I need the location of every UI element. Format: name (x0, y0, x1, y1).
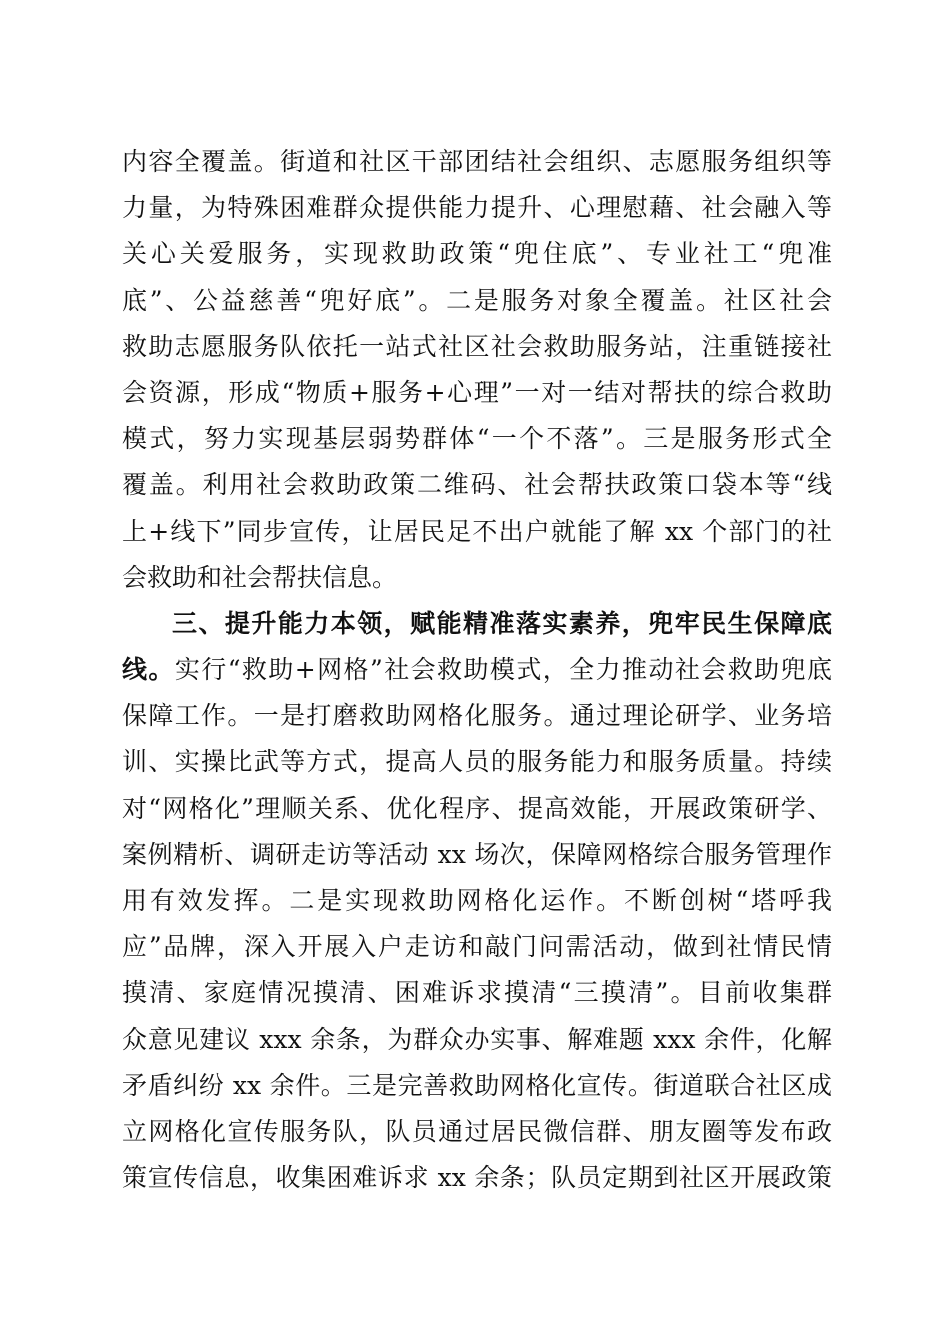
text-line: 矛盾纠纷 xx 余件。三是完善救助网格化宣传。街道联合社区成 (122, 1070, 832, 1100)
text-line: 众意见建议 xxx 余条，为群众办实事、解难题 xxx 余件，化解 (122, 1024, 832, 1054)
text-line: 策宣传信息，收集困难诉求 xx 余条；队员定期到社区开展政策 (122, 1163, 832, 1193)
text-line: 上+线下”同步宣传，让居民足不出户就能了解 xx 个部门的社 (122, 516, 832, 546)
text-line: 立网格化宣传服务队，队员通过居民微信群、朋友圈等发布政 (122, 1116, 832, 1146)
text-line: 会资源，形成“物质+服务+心理”一对一结对帮扶的综合救助 (122, 377, 832, 407)
text-line: 案例精析、调研走访等活动 xx 场次，保障网格综合服务管理作 (122, 839, 832, 869)
text-line: 保障工作。一是打磨救助网格化服务。通过理论研学、业务培 (122, 701, 832, 731)
text-line: 训、实操比武等方式，提高人员的服务能力和服务质量。持续 (122, 747, 832, 777)
text-line: 关心关爱服务，实现救助政策“兜住底”、专业社工“兜准 (122, 239, 832, 269)
text-line: 对“网格化”理顺关系、优化程序、提高效能，开展政策研学、 (122, 793, 832, 823)
text-line (122, 647, 832, 693)
text-line: 力量，为特殊困难群众提供能力提升、心理慰藉、社会融入等 (122, 193, 832, 223)
text-line: 会救助和社会帮扶信息。 (122, 562, 398, 592)
text-line: 模式，努力实现基层弱势群体“一个不落”。三是服务形式全 (122, 424, 832, 454)
body-text (122, 139, 832, 1201)
text-line: 应”品牌，深入开展入户走访和敲门问需活动，做到社情民情 (122, 932, 832, 962)
text-line: 覆盖。利用社会救助政策二维码、社会帮扶政策口袋本等“线 (122, 470, 832, 500)
section-heading-end: 线。 (122, 655, 175, 685)
text-line: 摸清、家庭情况摸清、困难诉求摸清“三摸清”。目前收集群 (122, 978, 832, 1008)
section-heading: 三、提升能力本领，赋能精准落实素养，兜牢民生保障底 (172, 608, 832, 638)
text-line: 救助志愿服务队依托一站式社区社会救助服务站，注重链接社 (122, 331, 832, 361)
text-line: 底”、公益慈善“兜好底”。二是服务对象全覆盖。社区社会 (122, 285, 832, 315)
text-line: 用有效发挥。二是实现救助网格化运作。不断创树“塔呼我 (122, 886, 832, 915)
heading-line-rest: 实行“救助+网格”社会救助模式，全力推动社会救助兜底 (174, 655, 832, 685)
text-line: 内容全覆盖。街道和社区干部团结社会组织、志愿服务组织等 (122, 147, 832, 176)
